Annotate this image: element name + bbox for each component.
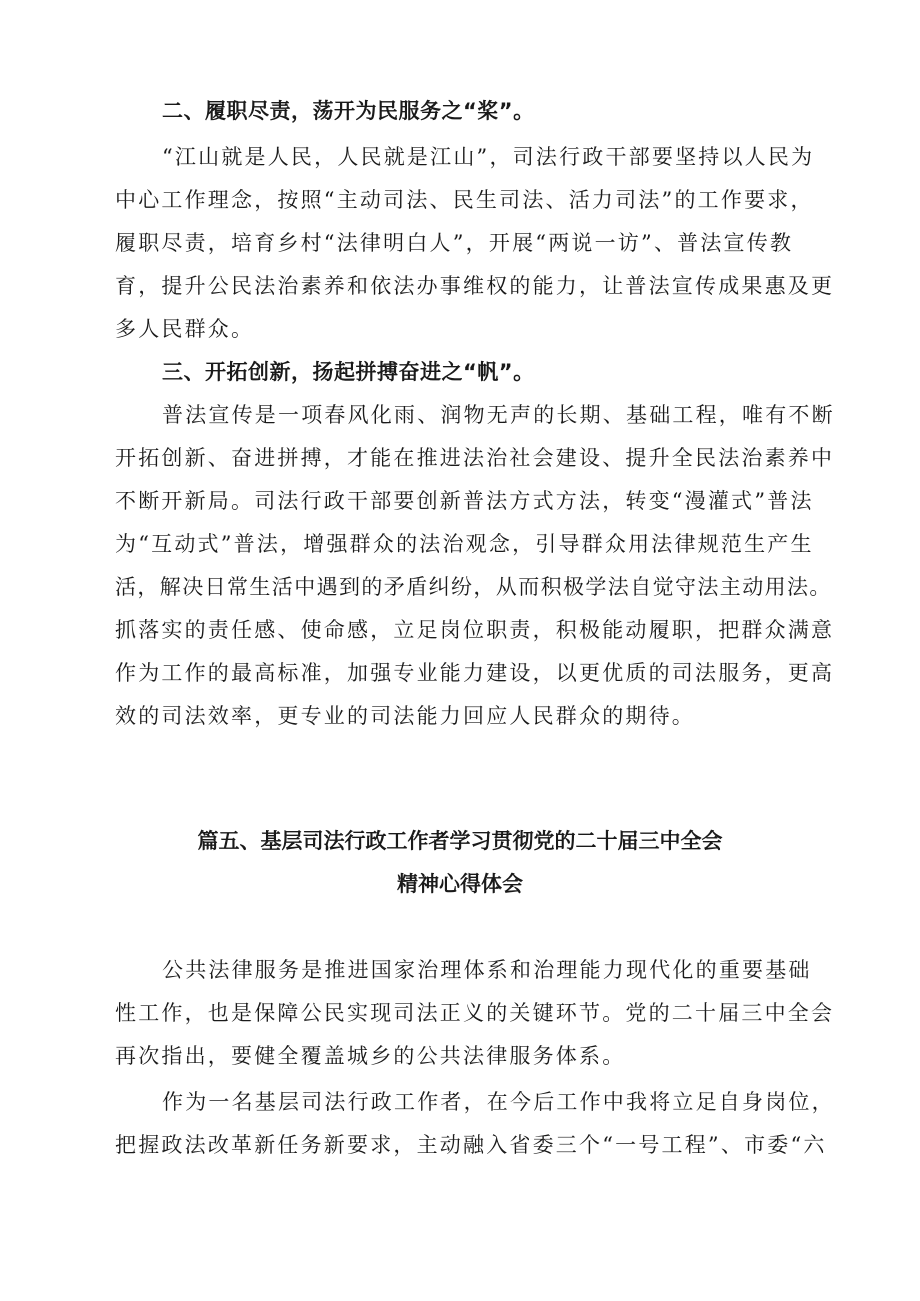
- section2-line-3: 履职尽责，培育乡村“法律明白人”，开展“两说一访”、普法宣传教: [115, 231, 794, 255]
- section3-line-6: 抓落实的责任感、使命感，立足岗位职责，积极能动履职，把群众满意: [115, 618, 835, 642]
- article5-para1-line-2: 性工作，也是保障公民实现司法正义的关键环节。党的二十届三中全会: [115, 1001, 835, 1025]
- section2-line-2: 中心工作理念，按照“主动司法、民生司法、活力司法”的工作要求，: [115, 188, 814, 212]
- section3-line-5: 活，解决日常生活中遇到的矛盾纠纷，从而积极学法自觉守法主动用法。: [115, 575, 832, 599]
- section3-line-4: 为“互动式”普法，增强群众的法治观念，引导群众用法律规范生产生: [115, 532, 814, 556]
- section3-line-1: 普法宣传是一项春风化雨、润物无声的长期、基础工程，唯有不断: [162, 403, 835, 427]
- section2-line-4: 育，提升公民法治素养和依法办事维权的能力，让普法宣传成果惠及更: [115, 274, 835, 298]
- section2-heading: 二、履职尽责，荡开为民服务之“桨”。: [162, 99, 535, 123]
- section2-line-5: 多人民群众。: [115, 317, 255, 341]
- article5-para2-line-2: 把握政法改革新任务新要求，主动融入省委三个“一号工程”、市委“六: [115, 1133, 827, 1157]
- section3-heading: 三、开拓创新，扬起拼搏奋进之“帆”。: [162, 360, 535, 384]
- article5-para1-line-1: 公共法律服务是推进国家治理体系和治理能力现代化的重要基础: [162, 958, 812, 982]
- section3-line-7: 作为工作的最高标准，加强专业能力建设，以更优质的司法服务，更高: [115, 661, 835, 685]
- article5-title-line1: 篇五、基层司法行政工作者学习贯彻党的二十届三中全会: [197, 829, 723, 853]
- article5-para2-line-1: 作为一名基层司法行政工作者，在今后工作中我将立足自身岗位，: [162, 1090, 835, 1114]
- article5-title-line2: 精神心得体会: [397, 872, 523, 896]
- section3-line-8: 效的司法效率，更专业的司法能力回应人民群众的期待。: [115, 704, 695, 728]
- article5-para1-line-3: 再次指出，要健全覆盖城乡的公共法律服务体系。: [115, 1044, 626, 1068]
- section3-line-2: 开拓创新、奋进拼搏，才能在推进法治社会建设、提升全民法治素养中: [115, 446, 835, 470]
- section3-line-3: 不断开新局。司法行政干部要创新普法方式方法，转变“漫灌式”普法: [115, 489, 814, 513]
- section2-line-1: “江山就是人民，人民就是江山”，司法行政干部要坚持以人民为: [162, 145, 815, 169]
